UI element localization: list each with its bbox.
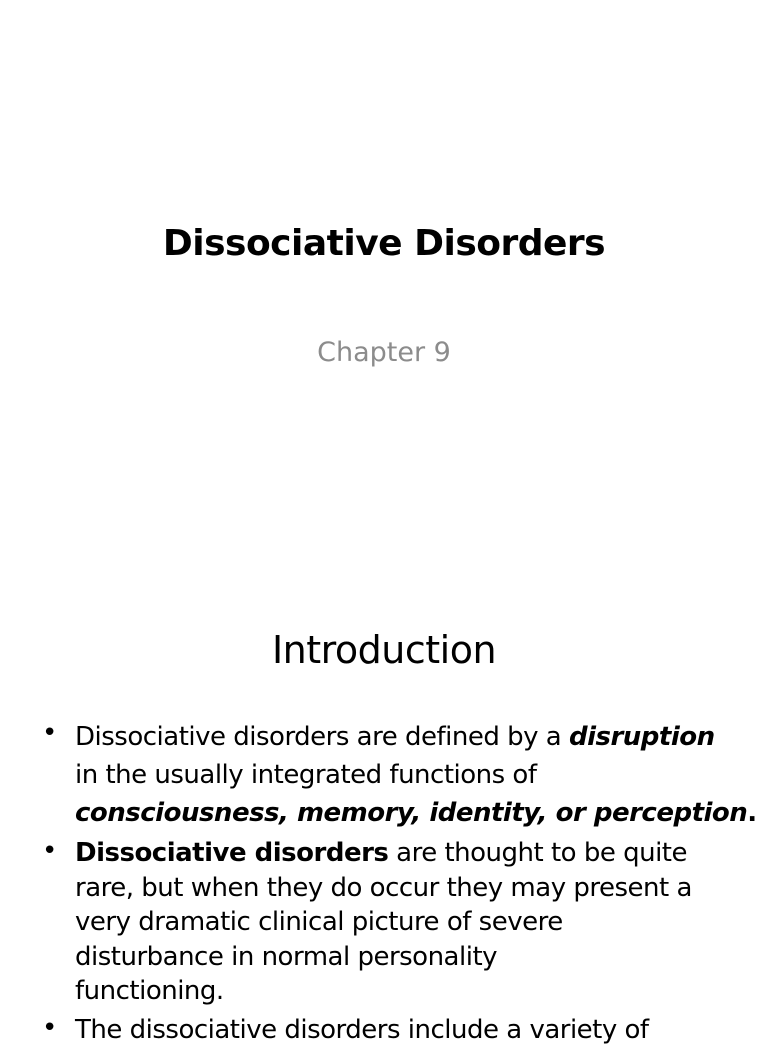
bullet-item-types <box>0 1013 768 1047</box>
bullet-line <box>75 794 748 832</box>
bullet-text: The dissociative disorders include a variety of <box>75 1015 649 1045</box>
bullet-line <box>75 905 748 940</box>
bullet-text: Dissociative disorders are defined by a <box>75 722 569 752</box>
slide-subtitle: Chapter 9 <box>0 334 768 372</box>
section-heading: Introduction <box>0 624 768 676</box>
bullet-dot-icon: • <box>42 718 57 748</box>
bullet-item-definition <box>0 718 768 832</box>
emphasis-text: disruption <box>569 722 715 752</box>
bullet-text: in the usually integrated functions of <box>75 760 537 790</box>
bold-text: Dissociative disorders <box>75 838 388 868</box>
emphasis-text: consciousness, memory, identity, or perception <box>75 798 747 828</box>
bullet-text: . <box>747 798 756 828</box>
bullet-line <box>75 940 748 975</box>
bullet-text: very dramatic clinical picture of severe <box>75 907 563 937</box>
bullet-line <box>75 718 748 756</box>
bullet-line <box>75 836 748 871</box>
bullet-line <box>75 974 748 1009</box>
bullet-dot-icon: • <box>42 1013 57 1043</box>
bullet-text: functioning. <box>75 976 224 1006</box>
bullet-item-rarity <box>0 836 768 1009</box>
bullet-list <box>0 718 768 1047</box>
bullet-line <box>75 871 748 906</box>
bullet-line <box>75 756 748 794</box>
slide-title: Dissociative Disorders <box>0 220 768 268</box>
bullet-line <box>75 1013 748 1047</box>
bullet-dot-icon: • <box>42 836 57 866</box>
bullet-text: rare, but when they do occur they may present a <box>75 873 692 903</box>
bullet-text: are thought to be quite <box>388 838 687 868</box>
bullet-text: disturbance in normal personality <box>75 942 497 972</box>
